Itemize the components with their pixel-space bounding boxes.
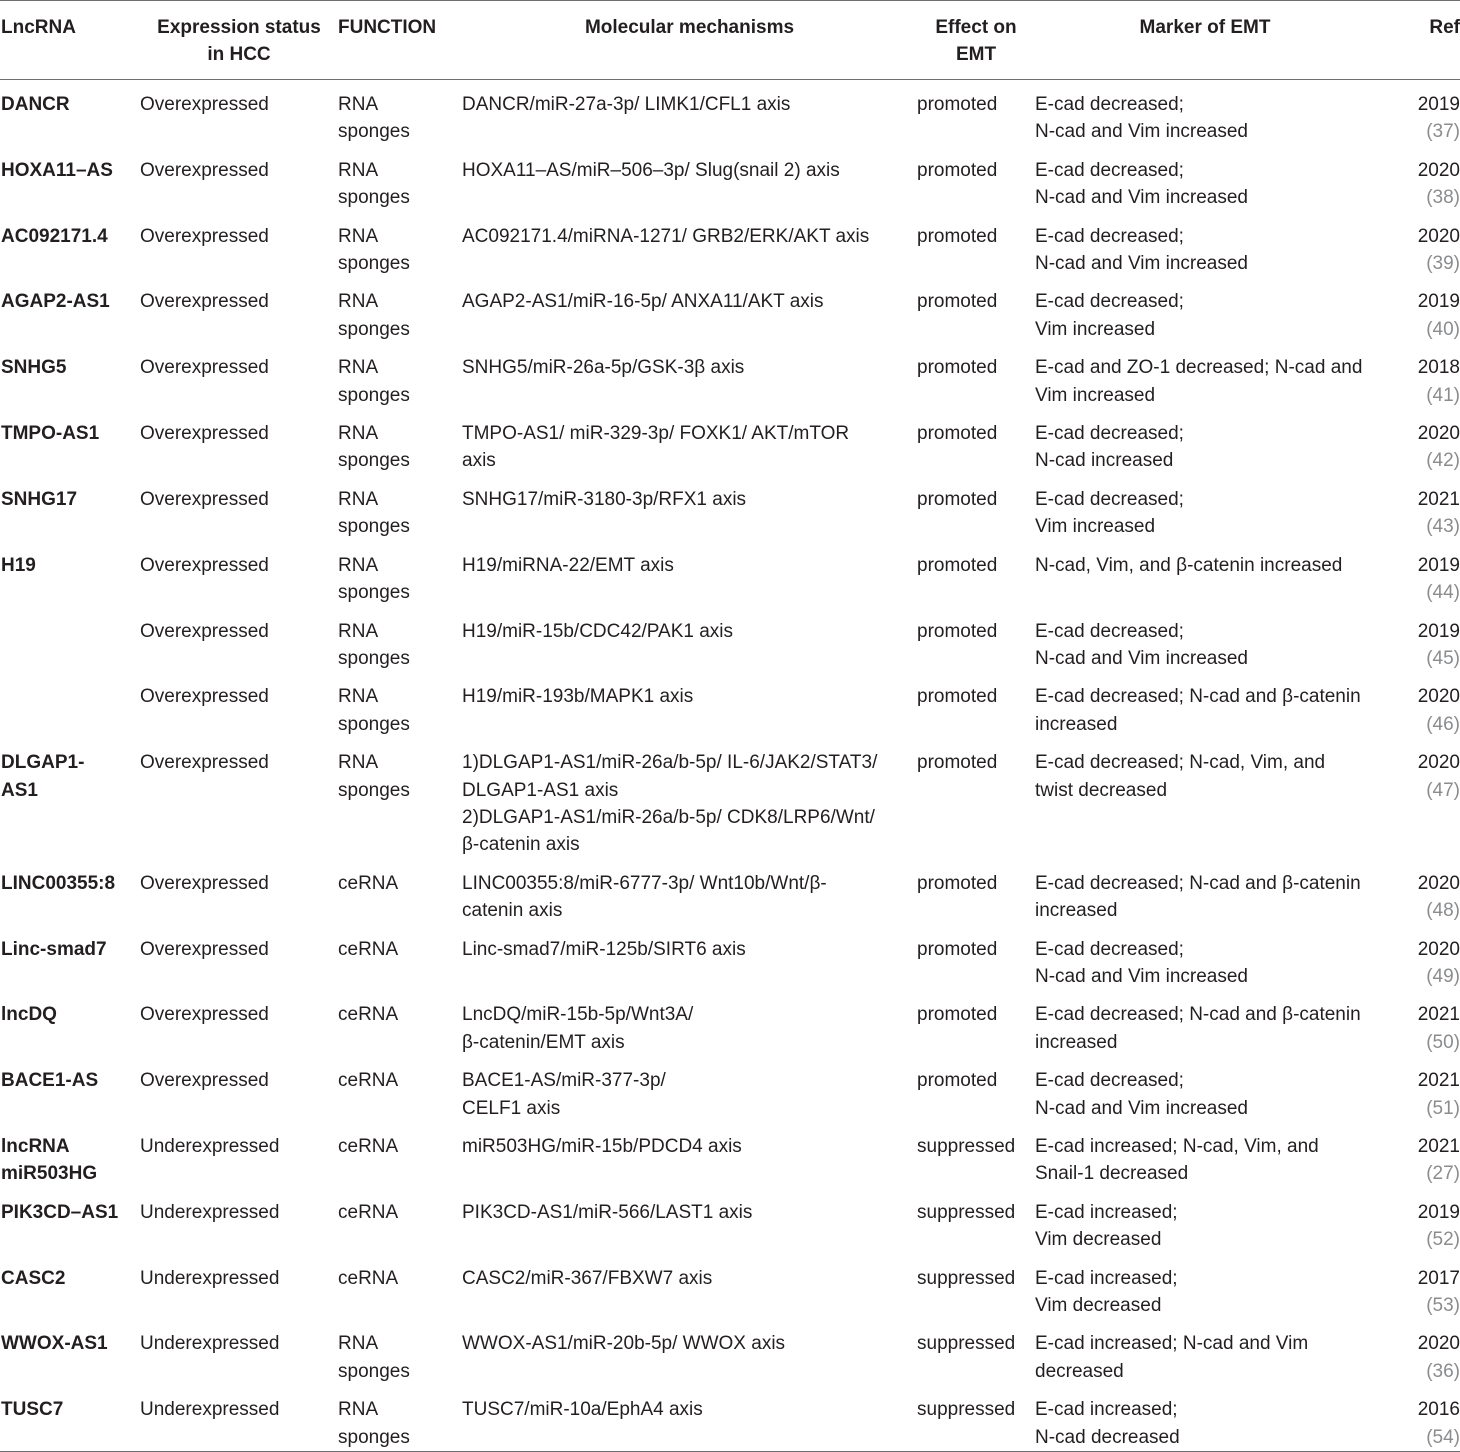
table-row	[0, 409, 1460, 475]
expression-status: Overexpressed	[140, 1070, 269, 1092]
ref-cell	[1375, 672, 1460, 738]
molecular-mechanism: miR503HG/miR-15b/PDCD4 axis	[462, 1136, 742, 1157]
expression-status: Overexpressed	[140, 554, 269, 576]
effect-on-emt: promoted	[917, 225, 998, 247]
effect-on-emt: promoted	[917, 291, 998, 313]
ref-cell	[1375, 212, 1460, 278]
effect-on-emt: promoted	[917, 1070, 998, 1092]
function: RNA sponges	[338, 488, 410, 538]
function: ceRNA	[338, 1201, 399, 1223]
ref-year: 2020	[1417, 686, 1460, 708]
ref-link[interactable]: (44)	[1426, 582, 1460, 604]
header-expression: Expression status in HCC	[140, 1, 338, 80]
emt-marker: E-cad decreased; N-cad, Vim, and twist decreased	[1035, 752, 1326, 801]
table-row	[0, 990, 1460, 1056]
emt-marker: E-cad decreased; N-cad and β-catenin increased	[1035, 686, 1361, 735]
ref-year: 2019	[1417, 554, 1460, 576]
molecular-mechanism: WWOX-AS1/miR-20b-5p/ WWOX axis	[462, 1333, 786, 1355]
emt-marker: E-cad decreased; N-cad and Vim increased	[1035, 94, 1248, 143]
effect-on-emt: promoted	[917, 872, 998, 894]
lncrna-name: WWOX-AS1	[1, 1333, 108, 1355]
function: RNA sponges	[338, 752, 410, 801]
function: RNA sponges	[338, 686, 410, 735]
ref-cell	[1375, 738, 1460, 859]
ref-year: 2021	[1417, 1070, 1460, 1092]
expression-status: Overexpressed	[140, 357, 269, 379]
emt-marker: E-cad and ZO-1 decreased; N-cad and Vim increased	[1035, 357, 1363, 406]
table-row	[0, 1056, 1460, 1122]
expression-status: Overexpressed	[140, 159, 269, 181]
lncrna-name: SNHG17	[1, 488, 78, 510]
emt-marker: E-cad decreased; N-cad and β-catenin increased	[1035, 1004, 1361, 1053]
header-marker: Marker of EMT	[1035, 1, 1375, 80]
ref-link[interactable]: (36)	[1426, 1360, 1460, 1382]
table-row	[0, 607, 1460, 673]
ref-cell	[1375, 859, 1460, 925]
ref-cell	[1375, 1056, 1460, 1122]
ref-year: 2021	[1417, 1004, 1460, 1026]
table-row	[0, 146, 1460, 212]
ref-cell	[1375, 1122, 1460, 1188]
lncrna-name: DLGAP1- AS1	[1, 752, 85, 801]
ref-year: 2017	[1417, 1267, 1460, 1289]
header-lncrna: LncRNA	[0, 1, 140, 80]
expression-status: Underexpressed	[140, 1333, 280, 1355]
table-row	[0, 672, 1460, 738]
lncrna-name: BACE1-AS	[1, 1070, 99, 1092]
function: RNA sponges	[338, 357, 410, 406]
ref-year: 2019	[1417, 620, 1460, 642]
table-row	[0, 738, 1460, 859]
effect-on-emt: promoted	[917, 686, 998, 708]
molecular-mechanism: SNHG5/miR-26a-5p/GSK-3β axis	[462, 357, 745, 379]
lncrna-name: LINC00355:8	[1, 872, 116, 894]
table-row	[0, 475, 1460, 541]
table-row	[0, 1188, 1460, 1254]
lncrna-name: TUSC7	[0, 1385, 140, 1451]
emt-marker: E-cad decreased; Vim increased	[1035, 291, 1184, 340]
molecular-mechanism: PIK3CD-AS1/miR-566/LAST1 axis	[462, 1201, 753, 1223]
expression-status: Underexpressed	[140, 1267, 280, 1289]
molecular-mechanism: Linc-smad7/miR-125b/SIRT6 axis	[462, 938, 746, 960]
function: ceRNA	[338, 1136, 399, 1157]
ref-link[interactable]: (51)	[1426, 1097, 1460, 1119]
table-row	[0, 277, 1460, 343]
molecular-mechanism: AC092171.4/miRNA-1271/ GRB2/ERK/AKT axis	[462, 225, 870, 247]
expression-status: Overexpressed	[140, 488, 269, 510]
ref-link[interactable]: (43)	[1426, 516, 1460, 538]
lncrna-name: AC092171.4	[1, 225, 108, 247]
ref-link[interactable]: (27)	[1426, 1163, 1460, 1185]
ref-cell	[1375, 990, 1460, 1056]
lncrna-name: CASC2	[1, 1267, 66, 1289]
ref-cell	[1375, 1188, 1460, 1254]
molecular-mechanism: HOXA11–AS/miR–506–3p/ Slug(snail 2) axis	[462, 159, 840, 181]
emt-marker: E-cad decreased; N-cad and Vim increased	[1035, 1070, 1248, 1119]
function: ceRNA	[338, 1004, 399, 1026]
function: ceRNA	[338, 938, 399, 960]
ref-year: 2016	[1417, 1399, 1460, 1421]
emt-marker: E-cad increased; N-cad and Vim decreased	[1035, 1333, 1309, 1382]
lncrna-name: DANCR	[1, 94, 70, 115]
ref-cell	[1375, 80, 1460, 146]
ref-cell	[1375, 343, 1460, 409]
effect-on-emt: suppressed	[917, 1267, 1016, 1289]
ref-cell	[1375, 541, 1460, 607]
emt-marker: E-cad decreased; N-cad and Vim increased	[1035, 225, 1248, 275]
molecular-mechanism: TUSC7/miR-10a/EphA4 axis	[462, 1385, 917, 1451]
ref-year: 2020	[1417, 423, 1460, 445]
molecular-mechanism: LncDQ/miR-15b-5p/Wnt3A/ β-catenin/EMT axis	[462, 1004, 694, 1053]
expression-status: Overexpressed	[140, 620, 269, 642]
table-row	[0, 925, 1460, 991]
ref-link[interactable]: (45)	[1426, 647, 1460, 669]
ref-cell	[1375, 1385, 1460, 1451]
ref-year: 2019	[1417, 94, 1460, 115]
expression-status: Overexpressed	[140, 872, 269, 894]
molecular-mechanism: H19/miR-15b/CDC42/PAK1 axis	[462, 620, 734, 642]
ref-year: 2020	[1417, 159, 1460, 181]
expression-status: Underexpressed	[140, 1136, 280, 1157]
expression-status: Overexpressed	[140, 752, 269, 774]
molecular-mechanism: CASC2/miR-367/FBXW7 axis	[462, 1267, 713, 1289]
ref-link[interactable]: (37)	[1426, 121, 1460, 143]
lncrna-name: PIK3CD–AS1	[1, 1201, 119, 1223]
table-row	[0, 212, 1460, 278]
ref-link[interactable]: (40)	[1426, 318, 1460, 340]
table-body	[0, 80, 1460, 1452]
ref-link[interactable]: (54)	[1426, 1426, 1460, 1448]
ref-link[interactable]: (47)	[1426, 779, 1460, 801]
ref-year: 2019	[1417, 291, 1460, 313]
lncrna-name	[0, 672, 140, 738]
expression-status: Overexpressed	[140, 423, 269, 445]
ref-cell	[1375, 607, 1460, 673]
molecular-mechanism: 1)DLGAP1-AS1/miR-26a/b-5p/ IL-6/JAK2/STAT3/ DLGAP1-AS1 axis 2)DLGAP1-AS1/miR-26a/b-5p/ CDK8/LRP6/Wnt/ β-catenin axis	[462, 752, 878, 856]
effect-on-emt: promoted	[917, 1004, 998, 1026]
effect-on-emt: suppressed	[917, 1201, 1016, 1223]
ref-cell	[1375, 277, 1460, 343]
table-row	[0, 859, 1460, 925]
ref-cell	[1375, 1319, 1460, 1385]
expression-status: Underexpressed	[140, 1385, 338, 1451]
molecular-mechanism: AGAP2-AS1/miR-16-5p/ ANXA11/AKT axis	[462, 291, 824, 313]
molecular-mechanism: BACE1-AS/miR-377-3p/ CELF1 axis	[462, 1070, 666, 1119]
expression-status: Overexpressed	[140, 291, 269, 313]
lncrna-name: TMPO-AS1	[1, 423, 100, 445]
ref-year: 2021	[1417, 488, 1460, 510]
ref-cell	[1375, 409, 1460, 475]
ref-link[interactable]: (46)	[1426, 713, 1460, 735]
table-row	[0, 541, 1460, 607]
ref-year: 2018	[1417, 357, 1460, 379]
expression-status: Overexpressed	[140, 1004, 269, 1026]
ref-link[interactable]: (49)	[1426, 965, 1460, 987]
emt-marker: E-cad increased; Vim decreased	[1035, 1267, 1178, 1317]
ref-year: 2020	[1417, 225, 1460, 247]
effect-on-emt: promoted	[917, 752, 998, 774]
ref-link[interactable]: (48)	[1426, 900, 1460, 922]
table-row	[0, 1122, 1460, 1188]
emt-marker: E-cad decreased; Vim increased	[1035, 488, 1184, 538]
function: RNA sponges	[338, 225, 410, 275]
effect-on-emt: promoted	[917, 938, 998, 960]
emt-marker: E-cad decreased; N-cad and β-catenin increased	[1035, 872, 1361, 922]
ref-link[interactable]: (52)	[1426, 1229, 1460, 1251]
function: RNA sponges	[338, 1385, 462, 1451]
effect-on-emt: suppressed	[917, 1136, 1016, 1157]
emt-marker: N-cad, Vim, and β-catenin increased	[1035, 554, 1343, 576]
emt-marker: E-cad decreased; N-cad and Vim increased	[1035, 938, 1248, 987]
emt-marker: E-cad decreased; N-cad increased	[1035, 423, 1184, 472]
function: RNA sponges	[338, 423, 410, 472]
table-row	[0, 1254, 1460, 1320]
header-row	[0, 1, 1460, 80]
expression-status: Overexpressed	[140, 94, 269, 115]
effect-on-emt: promoted	[917, 554, 998, 576]
effect-on-emt: suppressed	[917, 1333, 1016, 1355]
function: RNA sponges	[338, 159, 410, 209]
effect-on-emt: promoted	[917, 357, 998, 379]
table-row	[0, 1319, 1460, 1385]
molecular-mechanism: H19/miRNA-22/EMT axis	[462, 554, 674, 576]
ref-link[interactable]: (50)	[1426, 1031, 1460, 1053]
molecular-mechanism: DANCR/miR-27a-3p/ LIMK1/CFL1 axis	[462, 94, 791, 115]
header-mechanism: Molecular mechanisms	[462, 1, 917, 80]
molecular-mechanism: H19/miR-193b/MAPK1 axis	[462, 686, 694, 708]
molecular-mechanism: LINC00355:8/miR-6777-3p/ Wnt10b/Wnt/β- catenin axis	[462, 872, 827, 922]
ref-year: 2019	[1417, 1201, 1460, 1223]
effect-on-emt: promoted	[917, 620, 998, 642]
table-row	[0, 1385, 1460, 1451]
ref-cell	[1375, 146, 1460, 212]
lncrna-name	[0, 607, 140, 673]
emt-marker: E-cad decreased; N-cad and Vim increased	[1035, 620, 1248, 669]
effect-on-emt: promoted	[917, 423, 998, 445]
ref-link[interactable]: (38)	[1426, 187, 1460, 209]
table-row	[0, 343, 1460, 409]
lncrna-name: lncRNA miR503HG	[1, 1136, 98, 1185]
expression-status: Overexpressed	[140, 686, 269, 708]
emt-marker: E-cad increased; N-cad decreased	[1035, 1385, 1375, 1451]
ref-year: 2020	[1417, 872, 1460, 894]
lncrna-name: lncDQ	[1, 1004, 57, 1026]
ref-year: 2020	[1417, 1333, 1460, 1355]
effect-on-emt: suppressed	[917, 1385, 1035, 1451]
expression-status: Underexpressed	[140, 1201, 280, 1223]
lncrna-name: AGAP2-AS1	[1, 291, 110, 313]
molecular-mechanism: SNHG17/miR-3180-3p/RFX1 axis	[462, 488, 747, 510]
emt-marker: E-cad increased; Vim decreased	[1035, 1201, 1178, 1251]
ref-year: 2020	[1417, 752, 1460, 774]
emt-marker: E-cad increased; N-cad, Vim, and Snail-1 decreased	[1035, 1136, 1319, 1185]
molecular-mechanism: TMPO-AS1/ miR-329-3p/ FOXK1/ AKT/mTOR axis	[462, 423, 850, 472]
effect-on-emt: promoted	[917, 488, 998, 510]
ref-link[interactable]: (41)	[1426, 384, 1460, 406]
function: RNA sponges	[338, 291, 410, 340]
function: RNA sponges	[338, 94, 410, 143]
emt-marker: E-cad decreased; N-cad and Vim increased	[1035, 159, 1248, 209]
function: RNA sponges	[338, 620, 410, 669]
ref-year: 2021	[1417, 1136, 1460, 1157]
lncrna-name: Linc-smad7	[1, 938, 107, 960]
ref-link[interactable]: (39)	[1426, 253, 1460, 275]
effect-on-emt: promoted	[917, 94, 998, 115]
lncrna-name: H19	[1, 554, 36, 576]
ref-cell	[1375, 925, 1460, 991]
lncrna-name: SNHG5	[1, 357, 67, 379]
function: ceRNA	[338, 1267, 399, 1289]
ref-cell	[1375, 1254, 1460, 1320]
table-row	[0, 80, 1460, 146]
header-effect: Effect on EMT	[917, 1, 1035, 80]
ref-link[interactable]: (42)	[1426, 450, 1460, 472]
header-ref: Ref	[1375, 1, 1460, 80]
effect-on-emt: promoted	[917, 159, 998, 181]
function: ceRNA	[338, 872, 399, 894]
lncrna-name: HOXA11–AS	[1, 159, 113, 181]
function: ceRNA	[338, 1070, 399, 1092]
expression-status: Overexpressed	[140, 938, 269, 960]
ref-link[interactable]: (53)	[1426, 1295, 1460, 1317]
function: RNA sponges	[338, 554, 410, 604]
ref-cell	[1375, 475, 1460, 541]
function: RNA sponges	[338, 1333, 410, 1382]
header-function: FUNCTION	[338, 1, 462, 80]
expression-status: Overexpressed	[140, 225, 269, 247]
ref-year: 2020	[1417, 938, 1460, 960]
